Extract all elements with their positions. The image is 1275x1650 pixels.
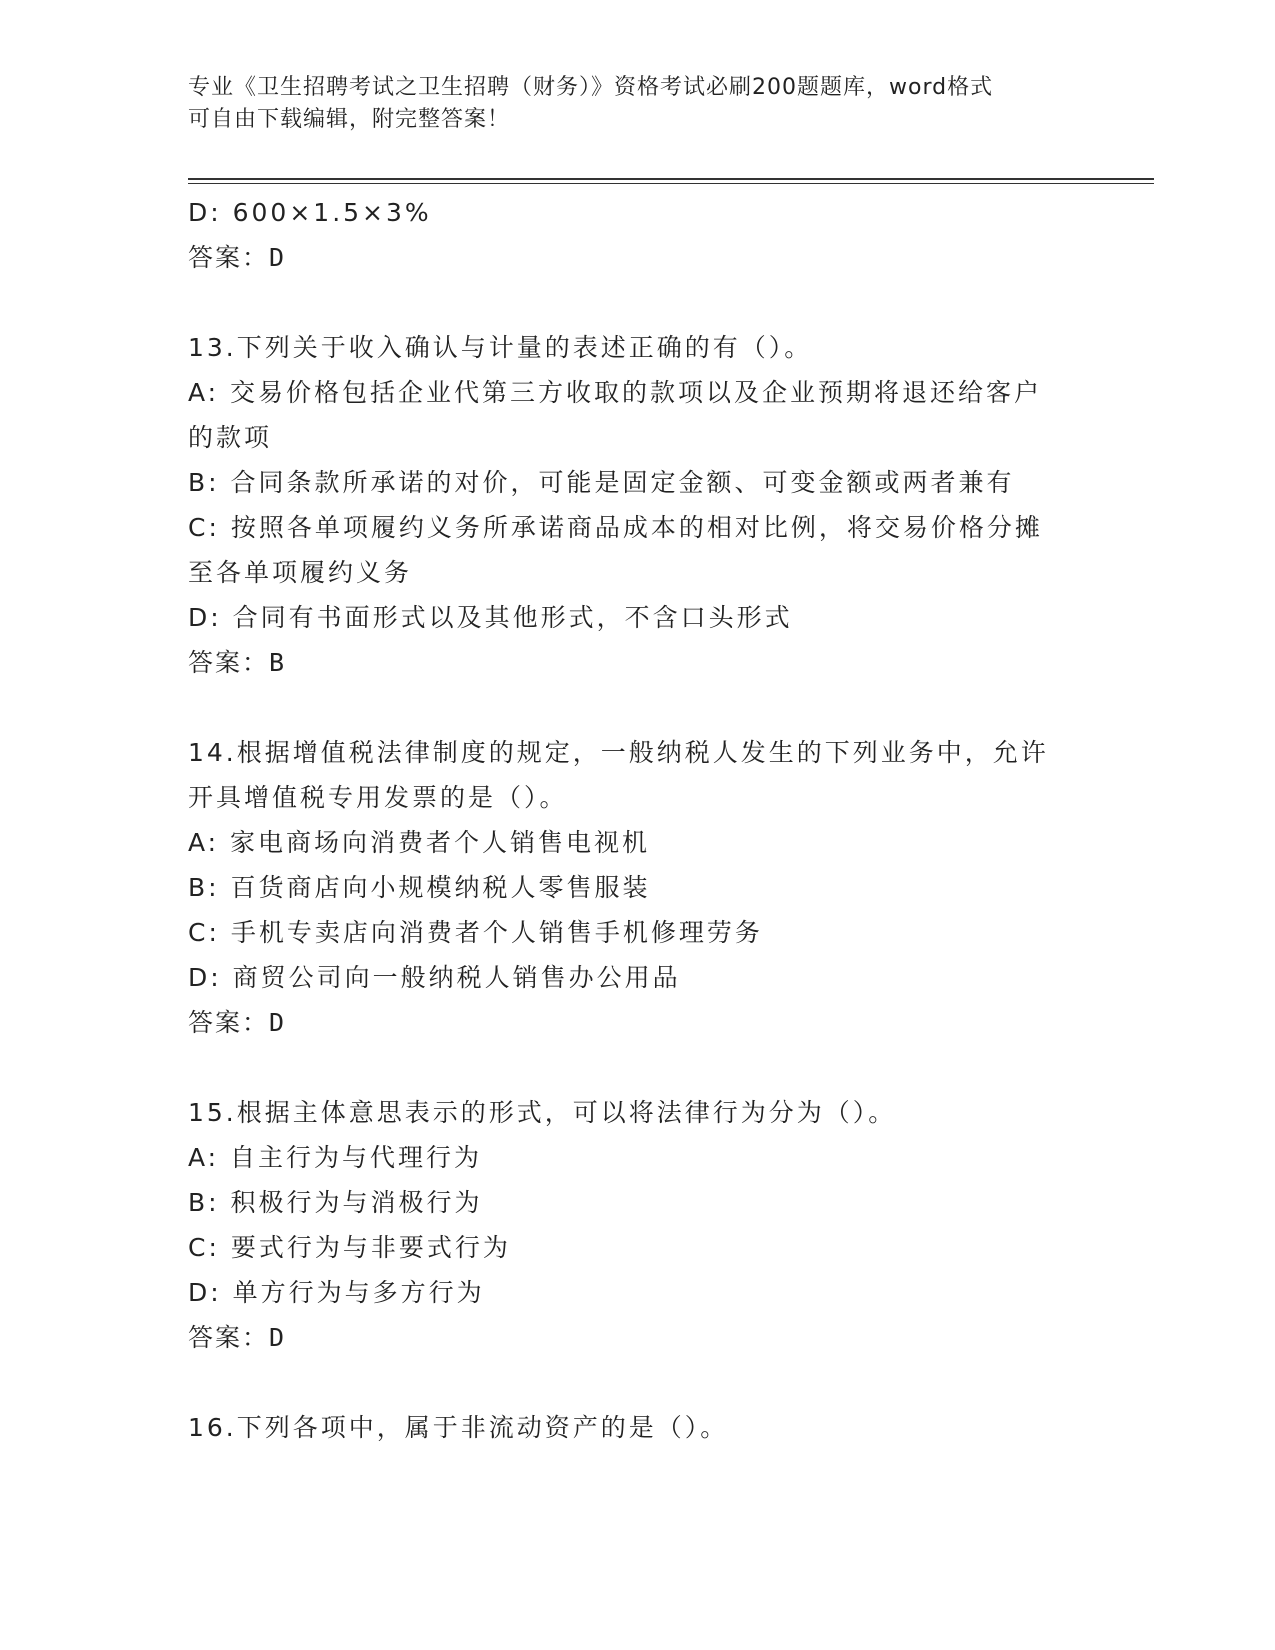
option-a-continued: 的款项: [188, 423, 273, 452]
option-d: D: 600×1.5×3%: [188, 198, 432, 227]
answer: 答案：D: [188, 1323, 287, 1352]
question-block-14: [188, 730, 1088, 1045]
question-block-13: [188, 325, 1088, 685]
answer: 答案：D: [188, 1008, 287, 1037]
answer: 答案：B: [188, 648, 287, 677]
question-text: 13.下列关于收入确认与计量的表述正确的有（）。: [188, 333, 813, 362]
header-line-1: 专业《卫生招聘考试之卫生招聘（财务）》资格考试必刷200题题库，word格式: [188, 75, 994, 100]
question-text-continued: 开具增值税专用发票的是（）。: [188, 783, 568, 812]
option-d: D: 商贸公司向一般纳税人销售办公用品: [188, 963, 681, 992]
answer: 答案：D: [188, 243, 287, 272]
question-block-15: [188, 1090, 1088, 1360]
question-text: 16.下列各项中，属于非流动资产的是（）。: [188, 1413, 729, 1442]
option-a: A: 家电商场向消费者个人销售电视机: [188, 828, 651, 857]
option-a: A: 交易价格包括企业代第三方收取的款项以及企业预期将退还给客户: [188, 378, 1043, 407]
question-block-16: [188, 1405, 1088, 1450]
page-header: [188, 72, 1088, 136]
option-d: D: 合同有书面形式以及其他形式，不含口头形式: [188, 603, 793, 632]
question-block-prev: [188, 190, 1088, 280]
question-list: [188, 190, 1088, 1450]
option-c: C: 要式行为与非要式行为: [188, 1233, 511, 1262]
option-b: B: 百货商店向小规模纳税人零售服装: [188, 873, 651, 902]
option-c-continued: 至各单项履约义务: [188, 558, 413, 587]
header-divider-thick: [188, 178, 1154, 180]
option-c: C: 按照各单项履约义务所承诺商品成本的相对比例，将交易价格分摊: [188, 513, 1043, 542]
option-b: B: 积极行为与消极行为: [188, 1188, 483, 1217]
header-divider-thin: [188, 183, 1154, 184]
option-b: B: 合同条款所承诺的对价，可能是固定金额、可变金额或两者兼有: [188, 468, 1015, 497]
option-c: C: 手机专卖店向消费者个人销售手机修理劳务: [188, 918, 763, 947]
option-d: D: 单方行为与多方行为: [188, 1278, 485, 1307]
question-text: 14.根据增值税法律制度的规定，一般纳税人发生的下列业务中，允许: [188, 738, 1049, 767]
option-a: A: 自主行为与代理行为: [188, 1143, 483, 1172]
question-text: 15.根据主体意思表示的形式，可以将法律行为分为（）。: [188, 1098, 897, 1127]
header-line-2: 可自由下载编辑，附完整答案！: [188, 107, 511, 132]
